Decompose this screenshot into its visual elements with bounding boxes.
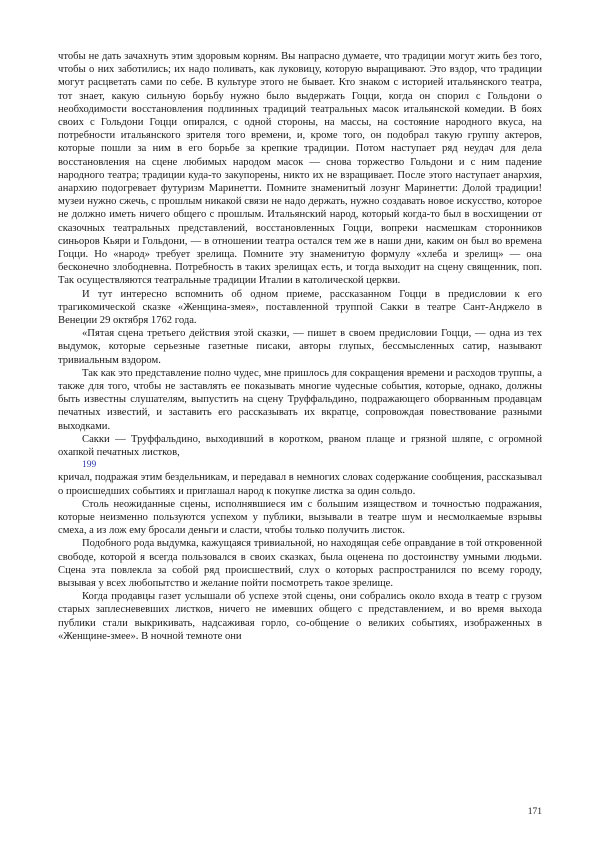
quote-paragraph: Когда продавцы газет услышали об успехе этой сцены, они собрались около входа в театр с грузом старых заплесневевших листков, ничего не имевших общего с представлением, и во время выхода публики стали выкрикивать, надсаживая горло, со-общение о великих событиях, изображенных в «Женщине-змее». В ночной темноте они [58, 591, 542, 642]
quote-paragraph: Так как это представление полно чудес, мне пришлось для сокращения времени и расходов труппы, а также для того, чтобы не заставлять ее показывать многие чудесные события, которые, однако, должны быть известны слушателям, выпустить на сцену Труффальдино, подражающего оборванным продавцам печатных известий, и заставить его рассказывать их вкратце, сопровождая повествование разными выходками. [58, 367, 542, 432]
body-text [58, 50, 542, 643]
quote-paragraph: «Пятая сцена третьего действия этой сказки, — пишет в своем предисловии Гоцци, — одна из тех выдумок, которые серьезные газетные писаки, авторы глупых, бессмысленных сатир, называют тривиальным вздором. [58, 328, 542, 366]
quote-paragraph: Сакки — Труффальдино, выходивший в коротком, рваном плаще и грязной шляпе, с огромной охапкой печатных листков, [58, 433, 542, 459]
source-page-marker: 199 [82, 460, 97, 471]
quote-paragraph: Подобного рода выдумка, кажущаяся тривиальной, но находящая себе оправдание в той откровенной свободе, которой я всегда пользовался в своих сказках, была оценена по достоинству умными людьми. Сцена эта повлекла за собой ряд происшествий, слух о которых распространился по всему городу, вызывая у всех любопытство и желание пойти посмотреть такое зрелище. [58, 538, 542, 589]
quote-paragraph: Столь неожиданные сцены, исполнявшиеся им с большим изяществом и точностью подражания, которые неизменно пользуются успехом у публики, вызывали в театре шум и несмолкаемые взрывы смеха, а из лож ему бросали деньги и сласти, чтобы только получить листок. [58, 498, 542, 537]
paragraph: И тут интересно вспомнить об одном приеме, рассказанном Гоцци в предисловии к его трагикомической сказке «Женщина-змея», поставленной труппой Сакки в театре Сант-Анджело в Венеции 29 октября 1762 года. [58, 288, 542, 327]
page-number: 171 [527, 807, 542, 817]
quote-paragraph: кричал, подражая этим бездельникам, и передавал в немногих словах содержание сообщения, рассказывал о происшедших событиях и приглашал народ к покупке листка за один сольдо. [58, 472, 542, 497]
paragraph: чтобы не дать зачахнуть этим здоровым корням. Вы напрасно думаете, что традиции могут жить без того, чтобы о них заботились; их надо поливать, как луковицу, которую выращивают. Это вздор, что традиции могут расцветать сами по себе. В культуре этого не бывает. Кто знаком с историей итальянского театра, тот знает, какую сильную борьбу нужно было выдержать Гоцци, когда он спорил с Гольдони о необходимости восстановления подлинных традиций театральных масок итальянской комедии. В боях своих с Гольдони Гоцци опирался, с одной стороны, на массы, на состояние народного вкуса, на потребности итальянского зрителя того времени, и, кроме того, он подобрал такую группу актеров, которые пошли за ним в его борьбе за крепкие традиции. Потом наступает ряд неудач для дела восстановления на сцене любимых народом масок — снова торжество Гольдони и с ним падение народного театра; традиции куда-то закупорены, никто их не взращивает. После этого наступает анархия, анархию подогревает футуризм Маринетти. Помните знаменитый лозунг Маринетти: Долой традиции! музеи нужно сжечь, с прошлым никакой связи не надо держать, нужно создавать новое искусство, которое не должно иметь ничего общего с прошлым. Итальянский народ, который когда-то был в восхищении от сказочных театральных представлений, восстановленных Гоцци, вопреки насмешкам сторонников синьоров Кьяри и Гольдони, — в отношении театра остался тем же в наши дни, каким он был во времена Гоцци. Но «народ» требует зрелища. Помните эту знаменитую формулу «хлеба и зрелищ» — она бесконечно злободневна. Потребность в таких зрелищах есть, и тогда выходит на сцену священник, поп. Так осуществляются театральные традиции Италии в католической церкви. [58, 51, 542, 287]
